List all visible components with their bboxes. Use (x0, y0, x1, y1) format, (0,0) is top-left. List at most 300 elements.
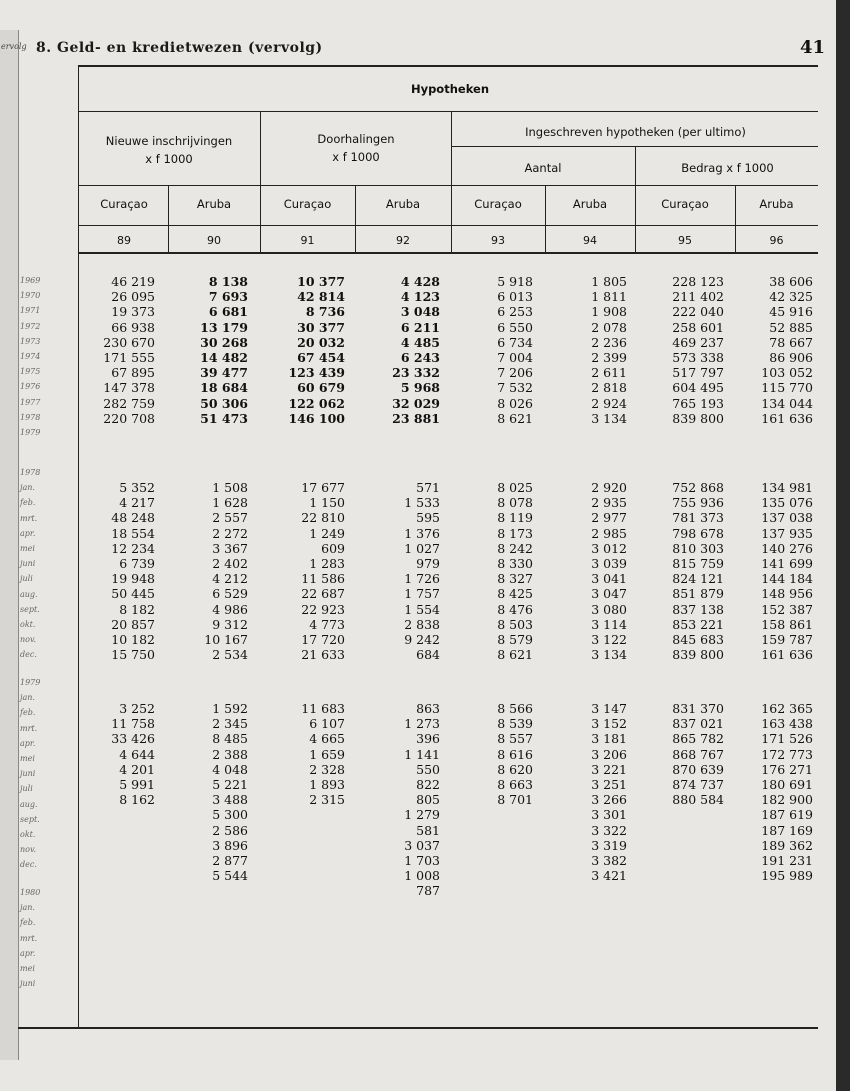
table-cell: 853 221 (672, 616, 724, 632)
table-cell: 3 488 (212, 792, 248, 808)
margin-label: dec. (20, 650, 37, 660)
margin-label: aug. (20, 589, 38, 599)
table-cell: 158 861 (761, 616, 813, 632)
table-cell: 1 805 (591, 274, 627, 289)
table-cell: 50 445 (111, 586, 155, 602)
table-cell: 8 138 (208, 274, 248, 289)
col-93-annual (453, 274, 533, 426)
table-cell: 8 621 (497, 647, 533, 663)
margin-labels-block3 (20, 675, 40, 872)
col-92-1978 (357, 480, 440, 662)
column-number: 90 (207, 234, 221, 247)
table-cell: 67 895 (111, 365, 155, 381)
margin-label: 1970 (20, 291, 41, 301)
col-92-annual (357, 274, 440, 426)
table-cell: 3 134 (591, 410, 627, 426)
table-cell: 3 367 (212, 540, 248, 556)
table-cell: 187 169 (761, 822, 813, 838)
table-cell: 6 253 (497, 304, 533, 320)
rule-below-title (78, 111, 818, 112)
margin-label: jan. (20, 483, 35, 493)
table-cell: 469 237 (672, 334, 724, 350)
table-cell: 6 107 (309, 716, 345, 732)
table-cell: 4 986 (212, 601, 248, 617)
table-cell: 8 162 (119, 792, 155, 808)
table-cell: 8 620 (497, 761, 533, 777)
col-94-1978 (547, 480, 627, 662)
table-cell: 7 004 (497, 349, 533, 365)
table-cell: 880 584 (672, 792, 724, 808)
table-cell: 6 550 (497, 319, 533, 335)
table-cell: 9 312 (212, 616, 248, 632)
table-cell: 8 182 (119, 601, 155, 617)
table-cell: 8 566 (497, 701, 533, 716)
table-cell: 26 095 (111, 289, 155, 305)
table-cell: 2 924 (591, 395, 627, 411)
table-cell: 171 555 (103, 349, 155, 365)
col-94-1979 (547, 701, 627, 883)
table-cell: 1 811 (591, 289, 627, 305)
table-cell: 30 268 (200, 334, 248, 350)
table-cell: 3 047 (591, 586, 627, 602)
table-cell: 39 477 (200, 365, 248, 381)
table-cell: 4 485 (400, 334, 440, 350)
margin-label: mei (20, 543, 35, 553)
table-cell: 3 896 (212, 837, 248, 853)
section-title: 8. Geld- en kredietwezen (vervolg) (36, 40, 323, 56)
table-cell: 258 601 (672, 319, 724, 335)
table-cell: 135 076 (761, 495, 813, 511)
group-new-line2: x f 1000 (145, 152, 193, 166)
subheader: Aruba (385, 197, 421, 211)
table-cell: 684 (416, 647, 440, 663)
table-cell: 115 770 (761, 380, 813, 396)
column-number: 89 (117, 234, 131, 247)
left-table-border (78, 65, 79, 1028)
margin-label: sept. (20, 814, 40, 824)
table-cell: 1 508 (212, 480, 248, 495)
table-cell: 282 759 (103, 395, 155, 411)
group-count: Aantal (524, 161, 562, 175)
page-number: 41 (800, 37, 826, 58)
table-cell: 12 234 (111, 540, 155, 556)
col-96-annual (737, 274, 813, 426)
table-cell: 30 377 (297, 319, 345, 335)
table-cell: 171 526 (761, 731, 813, 747)
table-cell: 2 399 (591, 349, 627, 365)
table-cell: 7 532 (497, 380, 533, 396)
table-cell: 6 734 (497, 334, 533, 350)
margin-label: feb. (20, 918, 36, 928)
table-cell: 146 100 (288, 410, 345, 426)
table-cell: 396 (416, 731, 440, 747)
table-cell: 5 352 (119, 480, 155, 495)
margin-label: juni (20, 559, 36, 569)
table-cell: 5 221 (212, 776, 248, 792)
table-cell: 50 306 (200, 395, 248, 411)
table-cell: 2 328 (309, 761, 345, 777)
table-cell: 159 787 (761, 631, 813, 647)
margin-label: nov. (20, 635, 37, 645)
col-94-annual (547, 274, 627, 426)
table-title: Hypotheken (410, 82, 490, 96)
table-cell: 2 388 (212, 746, 248, 762)
table-cell: 865 782 (672, 731, 724, 747)
table-cell: 4 217 (119, 495, 155, 511)
table-cell: 874 737 (672, 776, 724, 792)
rule-below-colnums (78, 252, 818, 254)
table-cell: 573 338 (672, 349, 724, 365)
table-cell: 1 376 (404, 525, 440, 541)
table-cell: 863 (416, 701, 440, 716)
table-cell: 52 885 (769, 319, 813, 335)
table-cell: 38 606 (769, 274, 813, 289)
table-cell: 1 554 (404, 601, 440, 617)
col-93-1979 (453, 701, 533, 807)
table-cell: 1 592 (212, 701, 248, 716)
col-95-1978 (637, 480, 724, 662)
subheader: Aruba (196, 197, 232, 211)
table-cell: 5 968 (400, 380, 440, 396)
table-cell: 22 923 (301, 601, 345, 617)
column-number: 95 (678, 234, 692, 247)
margin-label: juni (20, 769, 36, 779)
table-cell: 2 078 (591, 319, 627, 335)
table-cell: 152 387 (761, 601, 813, 617)
margin-text: ervolg (1, 42, 27, 51)
group-new-line1: Nieuwe inschrijvingen (105, 134, 233, 148)
col-91-1979 (262, 701, 345, 807)
table-cell: 195 989 (761, 868, 813, 884)
table-cell: 2 838 (404, 616, 440, 632)
table-cell: 3 134 (591, 647, 627, 663)
table-cell: 4 428 (400, 274, 440, 289)
table-cell: 8 476 (497, 601, 533, 617)
table-cell: 2 586 (212, 822, 248, 838)
table-cell: 8 025 (497, 480, 533, 495)
table-cell: 581 (416, 822, 440, 838)
table-cell: 8 736 (305, 304, 345, 320)
table-cell: 122 062 (288, 395, 345, 411)
column-number: 91 (300, 234, 315, 247)
table-cell: 810 303 (672, 540, 724, 556)
margin-label: 1977 (20, 397, 41, 407)
table-cell: 10 167 (204, 631, 248, 647)
table-cell: 182 900 (761, 792, 813, 808)
table-cell: 3 080 (591, 601, 627, 617)
table-cell: 3 421 (591, 868, 627, 884)
table-cell: 781 373 (672, 510, 724, 526)
table-cell: 1 703 (404, 852, 440, 868)
col-89-1979 (80, 701, 155, 807)
group-strike-line1: Doorhalingen (317, 132, 395, 146)
table-cell: 1 757 (404, 586, 440, 602)
table-cell: 172 773 (761, 746, 813, 762)
table-cell: 3 206 (591, 746, 627, 762)
table-cell: 3 041 (591, 571, 627, 587)
table-cell: 1 027 (404, 540, 440, 556)
table-cell: 13 179 (200, 319, 248, 335)
table-cell: 3 114 (591, 616, 627, 632)
table-cell: 1 273 (404, 716, 440, 732)
table-cell: 15 750 (111, 647, 155, 663)
table-cell: 8 078 (497, 495, 533, 511)
table-cell: 2 557 (212, 510, 248, 526)
table-cell: 17 677 (301, 480, 345, 495)
col-90-1978 (170, 480, 248, 662)
margin-label: 1979 (20, 427, 41, 437)
table-cell: 67 454 (297, 349, 345, 365)
table-cell: 23 881 (392, 410, 440, 426)
table-bottom-rule (18, 1027, 818, 1029)
margin-label: juli (20, 784, 33, 794)
table-cell: 4 201 (119, 761, 155, 777)
margin-label: mei (20, 963, 35, 973)
table-cell: 3 322 (591, 822, 627, 838)
table-cell: 1 279 (404, 807, 440, 823)
table-cell: 222 040 (672, 304, 724, 320)
margin-label: nov. (20, 845, 37, 855)
table-cell: 187 619 (761, 807, 813, 823)
margin-labels-block4 (20, 885, 40, 991)
table-cell: 18 684 (200, 380, 248, 396)
table-cell: 137 038 (761, 510, 813, 526)
table-cell: 220 708 (103, 410, 155, 426)
table-cell: 191 231 (761, 852, 813, 868)
col-90-1979 (170, 701, 248, 883)
table-cell: 3 266 (591, 792, 627, 808)
column-number: 92 (396, 234, 410, 247)
table-cell: 51 473 (200, 410, 248, 426)
table-cell: 163 438 (761, 716, 813, 732)
rule-below-subheaders (78, 225, 818, 226)
table-cell: 20 032 (297, 334, 345, 350)
col-93-1978 (453, 480, 533, 662)
table-cell: 8 425 (497, 586, 533, 602)
table-cell: 798 678 (672, 525, 724, 541)
margin-label: 1975 (20, 367, 41, 377)
table-cell: 2 315 (309, 792, 345, 808)
subheader: Curaçao (283, 197, 332, 211)
table-cell: 42 814 (297, 289, 345, 305)
margin-label: 1969 (20, 276, 41, 285)
margin-label: apr. (20, 528, 36, 538)
margin-label: juli (20, 574, 33, 584)
table-cell: 5 300 (212, 807, 248, 823)
margin-label: okt. (20, 829, 36, 839)
table-cell: 2 977 (591, 510, 627, 526)
table-cell: 4 212 (212, 571, 248, 587)
table-cell: 7 206 (497, 365, 533, 381)
table-cell: 7 693 (208, 289, 248, 305)
table-cell: 161 636 (761, 647, 813, 663)
col-89-1978 (80, 480, 155, 662)
margin-label: mrt. (20, 723, 38, 733)
table-cell: 824 121 (672, 571, 724, 587)
table-cell: 2 877 (212, 852, 248, 868)
table-cell: 8 173 (497, 525, 533, 541)
table-cell: 8 026 (497, 395, 533, 411)
margin-label: okt. (20, 619, 36, 629)
subheader: Aruba (572, 197, 608, 211)
table-cell: 3 122 (591, 631, 627, 647)
table-cell: 3 037 (404, 837, 440, 853)
group-strike-line2: x f 1000 (332, 150, 380, 164)
table-cell: 3 147 (591, 701, 627, 716)
table-cell: 1 283 (309, 555, 345, 571)
col-95-1979 (637, 701, 724, 807)
margin-label: mei (20, 753, 35, 763)
table-cell: 4 665 (309, 731, 345, 747)
table-cell: 1 893 (309, 776, 345, 792)
table-cell: 815 759 (672, 555, 724, 571)
table-cell: 8 485 (212, 731, 248, 747)
margin-label: 1971 (20, 306, 41, 316)
table-cell: 45 916 (769, 304, 813, 320)
table-cell: 609 (321, 540, 345, 556)
column-number: 93 (491, 234, 505, 247)
table-cell: 1 659 (309, 746, 345, 762)
table-cell: 18 554 (111, 525, 155, 541)
table-cell: 805 (416, 792, 440, 808)
table-cell: 845 683 (672, 631, 724, 647)
table-cell: 3 252 (119, 701, 155, 716)
margin-label: apr. (20, 738, 36, 748)
table-cell: 2 818 (591, 380, 627, 396)
table-cell: 86 906 (769, 349, 813, 365)
table-cell: 6 739 (119, 555, 155, 571)
table-cell: 1 628 (212, 495, 248, 511)
table-cell: 19 948 (111, 571, 155, 587)
table-cell: 8 539 (497, 716, 533, 732)
table-cell: 147 378 (103, 380, 155, 396)
table-cell: 23 332 (392, 365, 440, 381)
table-cell: 3 319 (591, 837, 627, 853)
margin-label: mrt. (20, 513, 38, 523)
table-cell: 3 221 (591, 761, 627, 777)
table-cell: 8 557 (497, 731, 533, 747)
table-cell: 787 (416, 883, 440, 899)
table-cell: 6 529 (212, 586, 248, 602)
table-cell: 1 008 (404, 868, 440, 884)
table-cell: 42 325 (769, 289, 813, 305)
table-cell: 48 248 (111, 510, 155, 526)
rule-below-groups (78, 185, 818, 186)
table-cell: 103 052 (761, 365, 813, 381)
table-cell: 6 243 (400, 349, 440, 365)
table-cell: 2 402 (212, 555, 248, 571)
margin-label: jan. (20, 903, 35, 913)
table-cell: 10 182 (111, 631, 155, 647)
table-cell: 752 868 (672, 480, 724, 495)
column-number: 94 (583, 234, 597, 247)
table-cell: 6 681 (208, 304, 248, 320)
table-cell: 11 683 (301, 701, 345, 716)
table-cell: 10 377 (297, 274, 345, 289)
table-cell: 8 616 (497, 746, 533, 762)
table-cell: 8 621 (497, 410, 533, 426)
table-cell: 2 935 (591, 495, 627, 511)
table-cell: 78 667 (769, 334, 813, 350)
divider-strike-registered (451, 111, 452, 252)
margin-label: 1978 (20, 412, 41, 422)
table-cell: 17 720 (301, 631, 345, 647)
subheader: Curaçao (474, 197, 522, 211)
margin-label: apr. (20, 948, 36, 958)
table-cell: 1 726 (404, 571, 440, 587)
table-cell: 20 857 (111, 616, 155, 632)
table-cell: 3 152 (591, 716, 627, 732)
table-cell: 22 810 (301, 510, 345, 526)
col-95-annual (637, 274, 724, 426)
table-cell: 870 639 (672, 761, 724, 777)
table-cell: 211 402 (672, 289, 724, 305)
table-cell: 595 (416, 510, 440, 526)
col-96-1978 (737, 480, 813, 662)
table-cell: 979 (416, 555, 440, 571)
col-91-1978 (262, 480, 345, 662)
table-cell: 839 800 (672, 410, 724, 426)
table-cell: 8 119 (497, 510, 533, 526)
table-cell: 3 181 (591, 731, 627, 747)
margin-label: sept. (20, 604, 40, 614)
table-cell: 5 991 (119, 776, 155, 792)
margin-label: aug. (20, 799, 38, 809)
table-cell: 822 (416, 776, 440, 792)
table-cell: 189 362 (761, 837, 813, 853)
table-cell: 228 123 (672, 274, 724, 289)
table-cell: 8 327 (497, 571, 533, 587)
table-cell: 837 138 (672, 601, 724, 617)
table-cell: 8 701 (497, 792, 533, 808)
table-cell: 180 691 (761, 776, 813, 792)
table-cell: 6 013 (497, 289, 533, 305)
table-cell: 22 687 (301, 586, 345, 602)
table-cell: 123 439 (288, 365, 345, 381)
group-registered: Ingeschreven hypotheken (per ultimo) (525, 125, 746, 139)
margin-labels-block1 (20, 273, 40, 440)
table-cell: 32 029 (392, 395, 440, 411)
table-cell: 2 272 (212, 525, 248, 541)
table-cell: 8 242 (497, 540, 533, 556)
margin-labels-block2 (20, 465, 40, 662)
subheader: Curaçao (661, 197, 709, 211)
divider-new-strike (260, 111, 261, 252)
table-cell: 3 048 (400, 304, 440, 320)
col-92-1979 (357, 701, 440, 898)
subheader: Aruba (759, 197, 794, 211)
table-cell: 765 193 (672, 395, 724, 411)
table-cell: 4 644 (119, 746, 155, 762)
table-cell: 837 021 (672, 716, 724, 732)
table-cell: 144 184 (761, 571, 813, 587)
column-number: 96 (769, 234, 784, 247)
col-96-1979 (737, 701, 813, 883)
table-cell: 868 767 (672, 746, 724, 762)
margin-label: 1972 (20, 321, 41, 331)
table-cell: 2 236 (591, 334, 627, 350)
table-cell: 1 908 (591, 304, 627, 320)
table-cell: 851 879 (672, 586, 724, 602)
table-cell: 5 918 (497, 274, 533, 289)
table-cell: 8 663 (497, 776, 533, 792)
table-cell: 1 533 (404, 495, 440, 511)
group-amount: Bedrag x f 1000 (681, 161, 774, 175)
table-cell: 8 579 (497, 631, 533, 647)
table-cell: 46 219 (111, 274, 155, 289)
table-cell: 21 633 (301, 647, 345, 663)
table-cell: 60 679 (297, 380, 345, 396)
